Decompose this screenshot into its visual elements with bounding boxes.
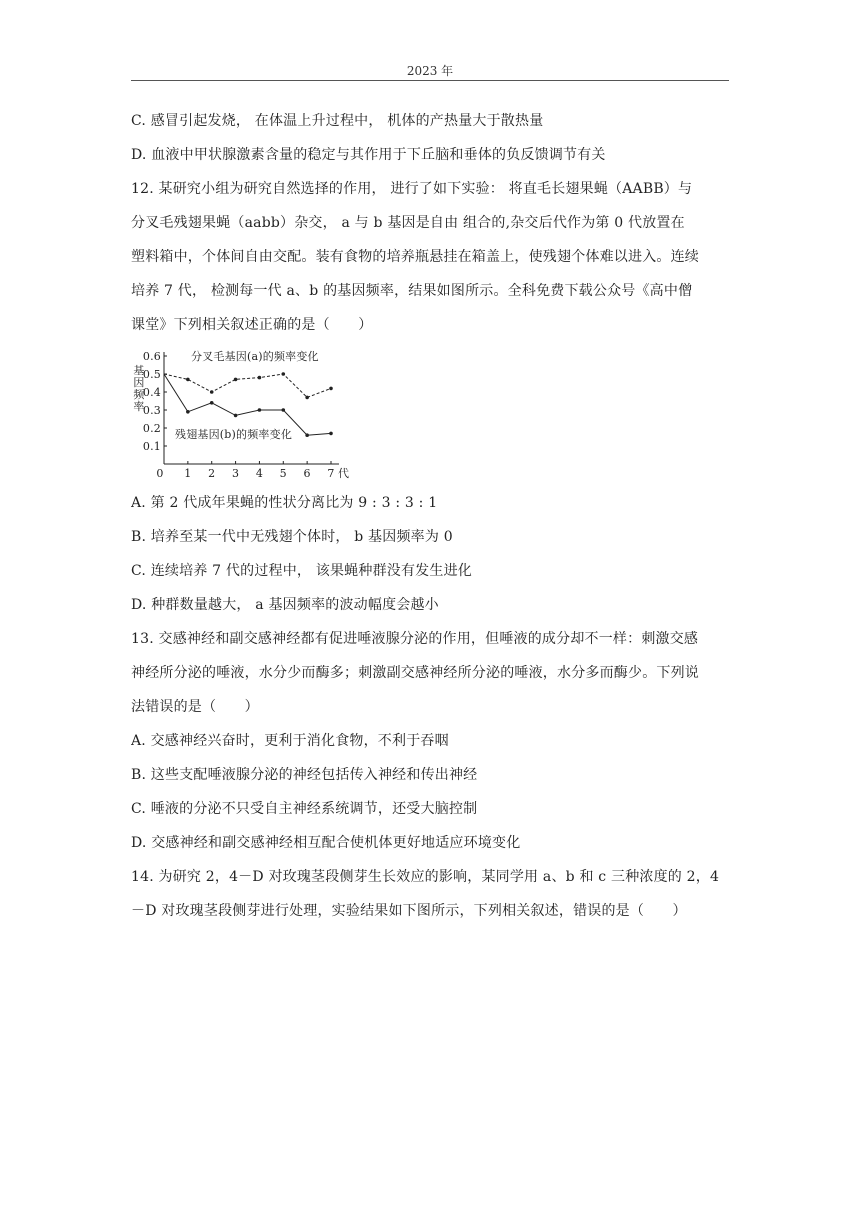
- series-0-point: [305, 396, 309, 400]
- series-1-point: [210, 401, 214, 405]
- option-11d: D. 血液中甲状腺激素含量的稳定与其作用于下丘脑和垂体的负反馈调节有关: [131, 147, 606, 163]
- option-12b: B. 培养至某一代中无残翅个体时， b 基因频率为 0: [131, 529, 453, 545]
- y-tick-label: 0.1: [142, 440, 161, 453]
- series-0-point: [234, 378, 238, 382]
- series-0-point: [329, 387, 333, 391]
- series-1-point: [281, 408, 285, 412]
- y-tick-label: 0.5: [142, 368, 161, 381]
- header-rule: [131, 80, 729, 81]
- chart-marks: [164, 349, 333, 441]
- question-14-line-2: －D 对玫瑰茎段侧芽进行处理，实验结果如下图所示，下列相关叙述，错误的是（ ）: [131, 903, 687, 919]
- question-12-line-4: 培养 7 代， 检测每一代 a、b 的基因频率，结果如图所示。全科免费下载公众号《高中僧: [131, 283, 693, 299]
- option-12d: D. 种群数量越大， a 基因频率的波动幅度会越小: [131, 597, 439, 613]
- option-13c: C. 唾液的分泌不只受自主神经系统调节，还受大脑控制: [131, 801, 478, 817]
- y-tick-label: 0.6: [142, 350, 161, 363]
- gene-frequency-chart: [131, 344, 361, 482]
- series-1-point: [234, 414, 238, 418]
- x-tick-label: 1: [184, 467, 192, 480]
- x-tick-label: 7: [327, 467, 335, 480]
- option-13d: D. 交感神经和副交感神经相互配合使机体更好地适应环境变化: [131, 835, 521, 851]
- option-11c: C. 感冒引起发烧， 在体温上升过程中， 机体的产热量大于散热量: [131, 113, 544, 129]
- x-tick-label: 4: [255, 467, 264, 480]
- option-12c: C. 连续培养 7 代的过程中， 该果蝇种群没有发生进化: [131, 563, 472, 579]
- series-1-point: [186, 410, 190, 414]
- y-tick-label: 0.4: [142, 386, 161, 399]
- series-0-point: [210, 390, 214, 394]
- page-header: 2023 年: [406, 64, 454, 78]
- series-1-point: [305, 433, 309, 437]
- question-12-line-1: 12. 某研究小组为研究自然选择的作用， 进行了如下实验： 将直毛长翅果蝇（AABB）与: [131, 181, 693, 197]
- document-body: [131, 104, 729, 928]
- question-13-line-3: 法错误的是（ ）: [131, 699, 259, 715]
- option-12a: A. 第 2 代成年果蝇的性状分离比为 9 : 3 : 3 : 1: [131, 495, 438, 511]
- y-tick-label: 0.3: [142, 404, 161, 417]
- series-line-1: [164, 374, 331, 435]
- x-tick-label: 3: [231, 467, 240, 480]
- series-0-point: [186, 378, 190, 382]
- option-13b: B. 这些支配唾液腺分泌的神经包括传入神经和传出神经: [131, 767, 478, 783]
- series-label-0: 分叉毛基因(a)的频率变化: [191, 350, 319, 363]
- x-tick-label: 0: [156, 467, 164, 480]
- x-tick-label: 2: [208, 467, 216, 480]
- question-12-line-3: 塑料箱中，个体间自由交配。装有食物的培养瓶悬挂在箱盖上，使残翅个体难以进入。连续: [131, 249, 699, 265]
- question-13-line-2: 神经所分泌的唾液，水分少而酶多；刺激副交感神经所分泌的唾液，水分多而酶少。下列说: [131, 665, 699, 681]
- question-14-line-1: 14. 为研究 2，4－D 对玫瑰茎段侧芽生长效应的影响，某同学用 a、b 和 c 三种浓度的 2，4: [131, 869, 720, 885]
- series-0-point: [281, 372, 285, 376]
- y-tick-label: 0.2: [142, 422, 161, 435]
- x-tick-label: 6: [303, 467, 311, 480]
- series-1-point: [258, 408, 262, 412]
- chart-axes: [133, 350, 349, 480]
- chart-svg: [131, 344, 361, 482]
- y-axis-label: 基因频率: [133, 364, 145, 413]
- x-unit-label: 代: [338, 467, 350, 480]
- question-13-line-1: 13. 交感神经和副交感神经都有促进唾液腺分泌的作用，但唾液的成分却不一样：刺激交感: [131, 631, 699, 647]
- series-line-0: [164, 374, 331, 397]
- series-0-point: [258, 376, 262, 380]
- question-12-line-2: 分叉毛残翅果蝇（aabb）杂交， a 与 b 基因是自由 组合的,杂交后代作为第 0 代放置在: [131, 215, 685, 231]
- series-label-1: 残翅基因(b)的频率变化: [175, 428, 293, 441]
- option-13a: A. 交感神经兴奋时，更利于消化食物，不利于吞咽: [131, 733, 449, 749]
- x-tick-label: 5: [279, 467, 287, 480]
- series-1-point: [329, 432, 333, 436]
- question-12-line-5: 课堂》下列相关叙述正确的是（ ）: [131, 317, 373, 333]
